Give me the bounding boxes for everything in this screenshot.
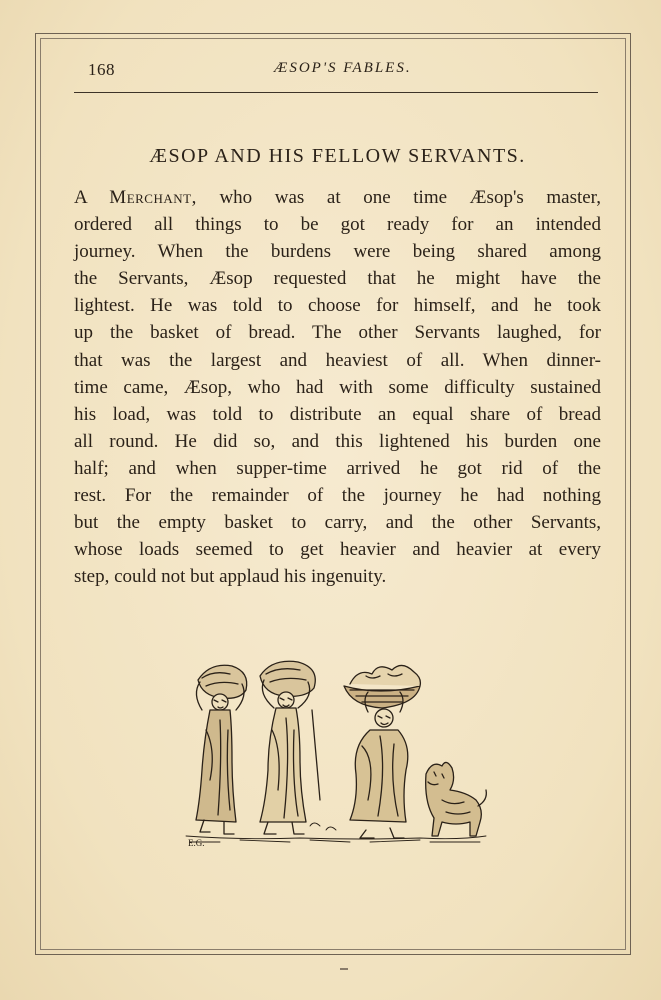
dog-figure (426, 762, 487, 836)
page-number: 168 (88, 60, 115, 79)
text-line: ordered all things to be got ready for an intended (74, 214, 601, 236)
aesop-figure (344, 665, 420, 838)
text-line: half; and when supper-time arrived he got rid of the (74, 457, 601, 479)
page-mark (340, 968, 348, 970)
first-line-rest: who was at one time Æsop's master, (219, 187, 601, 208)
text-line: all round. He did so, and this lightened his burden one (74, 430, 601, 452)
fable-title: ÆSOP AND HIS FELLOW SERVANTS. (149, 145, 526, 167)
fable-text (74, 184, 601, 590)
text-line: that was the largest and heaviest of all. When dinner- (74, 349, 601, 371)
artist-signature: E.G. (188, 838, 205, 848)
fable-illustration (180, 650, 490, 850)
text-line: whose loads seemed to get heavier and heavier at every (74, 539, 601, 561)
text-line: time came, Æsop, who had with some difficulty sustained (74, 376, 601, 398)
text-line-last: step, could not but applaud his ingenuity. (74, 566, 387, 588)
running-head (74, 60, 598, 84)
header-rule (74, 92, 598, 93)
opening-letter: A (74, 187, 87, 208)
text-line: lightest. He was told to choose for himself, and he took (74, 295, 601, 317)
servant-middle-figure (260, 661, 320, 834)
text-line: his load, was told to distribute an equal share of bread (74, 403, 601, 425)
text-line: up the basket of bread. The other Servants laughed, for (74, 322, 601, 344)
text-line-1 (74, 184, 601, 211)
opening-word: Merchant, (109, 187, 197, 208)
text-line: but the empty basket to carry, and the other Servants, (74, 512, 601, 534)
servants-engraving (180, 650, 490, 850)
text-line: journey. When the burdens were being shared among (74, 241, 601, 263)
text-line: the Servants, Æsop requested that he might have the (74, 268, 601, 290)
text-line: rest. For the remainder of the journey he had nothing (74, 485, 601, 507)
running-title: ÆSOP'S FABLES. (274, 60, 412, 76)
servant-left-figure (196, 665, 247, 834)
